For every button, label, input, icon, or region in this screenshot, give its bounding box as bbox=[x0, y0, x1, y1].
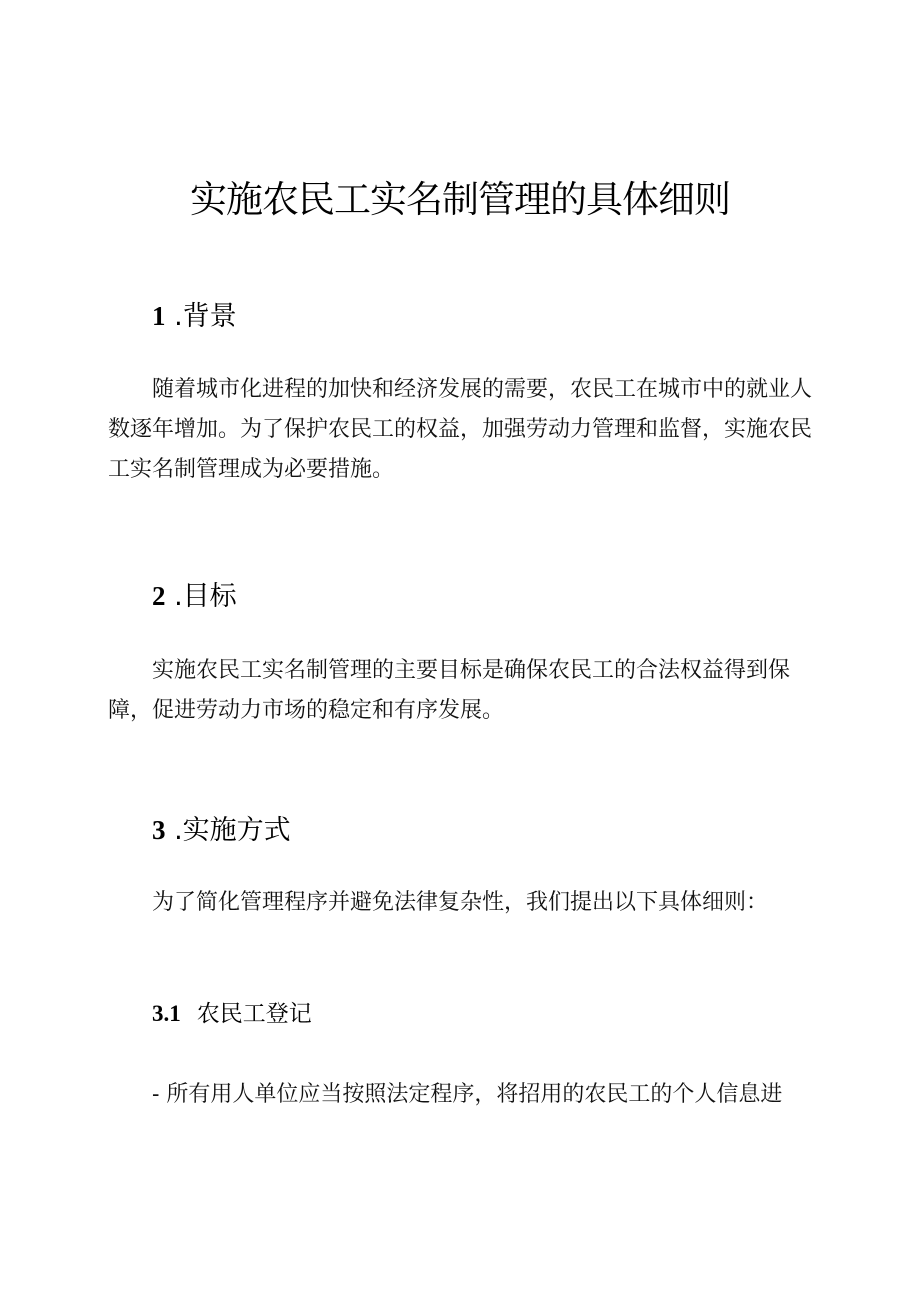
section-title: .目标 bbox=[174, 581, 237, 612]
section-number: 1 bbox=[152, 301, 166, 331]
section-heading-implementation bbox=[152, 810, 291, 851]
subsection-heading-registration bbox=[152, 996, 312, 1032]
section-number: 3 bbox=[152, 815, 166, 845]
section-paragraph-goal: 实施农民工实名制管理的主要目标是确保农民工的合法权益得到保障，促进劳动力市场的稳定和有序发展。 bbox=[108, 658, 791, 723]
section-heading-goal bbox=[152, 576, 237, 617]
document-title: 实施农民工实名制管理的具体细则 bbox=[190, 178, 730, 221]
section-number: 2 bbox=[152, 581, 166, 611]
section-paragraph-background: 随着城市化进程的加快和经济发展的需要，农民工在城市中的就业人数逐年增加。为了保护农民工的权益，加强劳动力管理和监督，实施农民工实名制管理成为必要措施。 bbox=[108, 377, 813, 482]
subsection-bullet-item: - 所有用人单位应当按照法定程序，将招用的农民工的个人信息进 bbox=[152, 1082, 783, 1107]
section-title: .实施方式 bbox=[174, 815, 291, 846]
section-title: .背景 bbox=[174, 301, 237, 332]
subsection-number: 3.1 bbox=[152, 1001, 181, 1026]
subsection-title: 农民工登记 bbox=[196, 1001, 312, 1027]
section-paragraph-implementation: 为了简化管理程序并避免法律复杂性，我们提出以下具体细则： bbox=[152, 890, 769, 915]
section-heading-background bbox=[152, 296, 237, 337]
